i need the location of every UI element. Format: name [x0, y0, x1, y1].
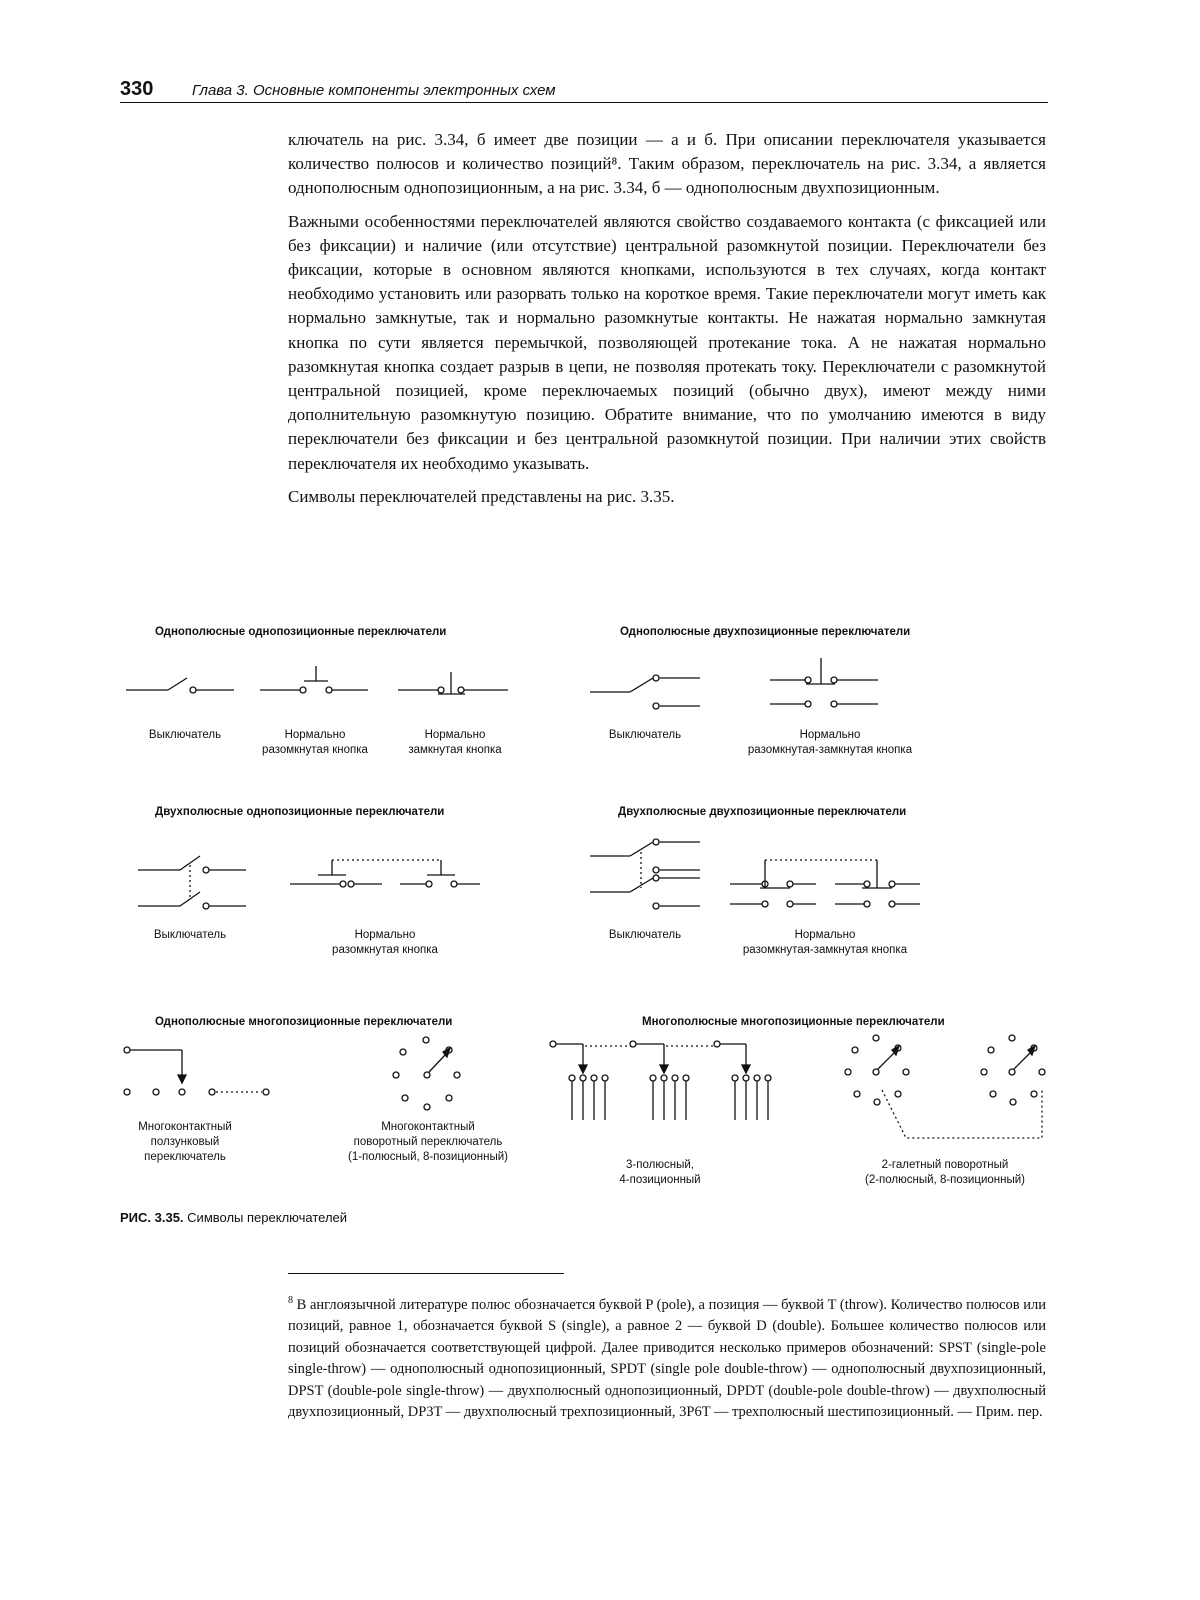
page-header: [120, 78, 1048, 104]
figure-caption-prefix: РИС. 3.35.: [120, 1210, 184, 1225]
spdt-button-symbol: [770, 658, 878, 707]
label-spst-no-button: Нормально разомкнутая кнопка: [262, 729, 368, 756]
paragraph: ключатель на рис. 3.34, б имеет две позиции — а и б. При описании переключателя указывается количество полюсов и количество позиций⁸. Таким образом, переключатель на рис. 3.34, а является однополюсным однопозиционным, а на рис. 3.34, б — однополюсным двухпозиционным.: [288, 130, 1046, 198]
label-two-gang: 2-галетный поворотный (2-полюсный, 8-позиционный): [865, 1159, 1025, 1186]
paragraph: Важными особенностями переключателей являются свойство создаваемого контакта (с фиксацией или без фиксации) и наличие (или отсутствие) центральной разомкнутой позиции. Переключатели без фиксации, которые в основном являются кнопками, используются в тех случаях, когда контакт необходимо установить или разорвать только на короткое время. Такие переключатели могут иметь как нормально замкнутые, так и нормально разомкнутые контакты. Не нажатая нормально замкнутая кнопка по сути является перемычкой, позволяющей протекание тока. А не нажатая нормально разомкнутая кнопка создает разрыв в цепи, не позволяя протекать току. Переключатели с разомкнутой центральной позицией, кроме переключаемых позиций (обычно двух), имеют между ними дополнительную разомкнутую позицию. Обратите внимание, что по умолчанию имеются в виду переключатели без фиксации и без центральной разомкнутой позиции. При наличии этих свойств переключателя их необходимо указывать.: [288, 211, 1046, 473]
label-spdt-button: Нормально разомкнутая-замкнутая кнопка: [747, 729, 913, 756]
label-dpst-switch: Выключатель: [153, 929, 227, 941]
dpdt-switch-symbol: [590, 839, 700, 909]
label-spst-switch: Выключатель: [148, 729, 222, 741]
switch-symbols-figure: [100, 620, 1100, 1186]
chapter-title: Глава 3. Основные компоненты электронных схем: [192, 82, 556, 99]
heading-spdt: Однополюсные двухпозиционные переключатели: [620, 626, 911, 638]
label-spdt-switch: Выключатель: [608, 729, 682, 741]
label-dpdt-switch: Выключатель: [608, 929, 682, 941]
figure-caption: [120, 1210, 347, 1225]
body-text: [288, 128, 1046, 518]
three-pole-switch-symbol: [550, 1041, 771, 1120]
heading-dpdt: Двухполюсные двухпозиционные переключатели: [618, 806, 907, 818]
spst-switch-symbol: [126, 678, 234, 693]
spst-no-button-symbol: [260, 666, 368, 693]
footnote-text: В англоязычной литературе полюс обозначается буквой P (pole), а позиция — буквой T (throw). Количество полюсов или позиций, равное 1, обозначается буквой S (single), а равное 2 — буквой D (double). Большее количество полюсов или позиций обозначается соответствующей цифрой. Далее приводится несколько примеров обозначений: SPST (single-pole single-throw) — однополюсный однопозиционный, SPDT (single pole double-throw) — однополюсный двухпозиционный, DPST (double-pole single-throw) — двухполюсный однопозиционный, DPDT (double-pole double-throw) — двухполюсный двухпозиционный, DP3T — двухполюсный трехпозиционный, 3P6T — трехполюсный шестипозиционный. — Прим. пер.: [288, 1296, 1046, 1421]
spst-nc-button-symbol: [398, 672, 508, 694]
heading-single-pole-multi: Однополюсные многопозиционные переключатели: [155, 1016, 453, 1028]
paragraph: Символы переключателей представлены на рис. 3.35.: [288, 486, 675, 506]
label-dpdt-button: Нормально разомкнутая-замкнутая кнопка: [742, 929, 908, 956]
heading-dpst: Двухполюсные однопозиционные переключатели: [155, 806, 445, 818]
dpst-button-symbol: [290, 860, 480, 887]
heading-multi-pole-multi: Многополюсные многопозиционные переключатели: [642, 1016, 945, 1028]
slider-switch-symbol: [124, 1047, 269, 1095]
switch-symbols-drawing: [100, 620, 1100, 1175]
figure-caption-text: Символы переключателей: [187, 1210, 348, 1225]
footnote: [288, 1290, 1046, 1424]
footnote-marker: 8: [288, 1295, 293, 1306]
dpst-switch-symbol: [138, 856, 246, 909]
label-slider: Многоконтактный ползунковый переключатель: [138, 1121, 232, 1163]
footnote-rule: [288, 1273, 564, 1274]
page-number: 330: [120, 78, 154, 100]
two-gang-rotary-symbol: [845, 1035, 1045, 1138]
label-spst-nc-button: Нормально замкнутая кнопка: [408, 729, 502, 756]
label-three-pole: 3-полюсный, 4-позиционный: [619, 1159, 701, 1186]
rotary-switch-symbol: [393, 1037, 460, 1110]
label-rotary: Многоконтактный поворотный переключатель (1-полюсный, 8-позиционный): [348, 1121, 508, 1163]
heading-spst: Однополюсные однопозиционные переключатели: [155, 626, 447, 638]
label-dpst-button: Нормально разомкнутая кнопка: [332, 929, 438, 956]
header-rule: [120, 102, 1048, 103]
spdt-switch-symbol: [590, 675, 700, 709]
dpdt-button-symbol: [730, 860, 920, 907]
